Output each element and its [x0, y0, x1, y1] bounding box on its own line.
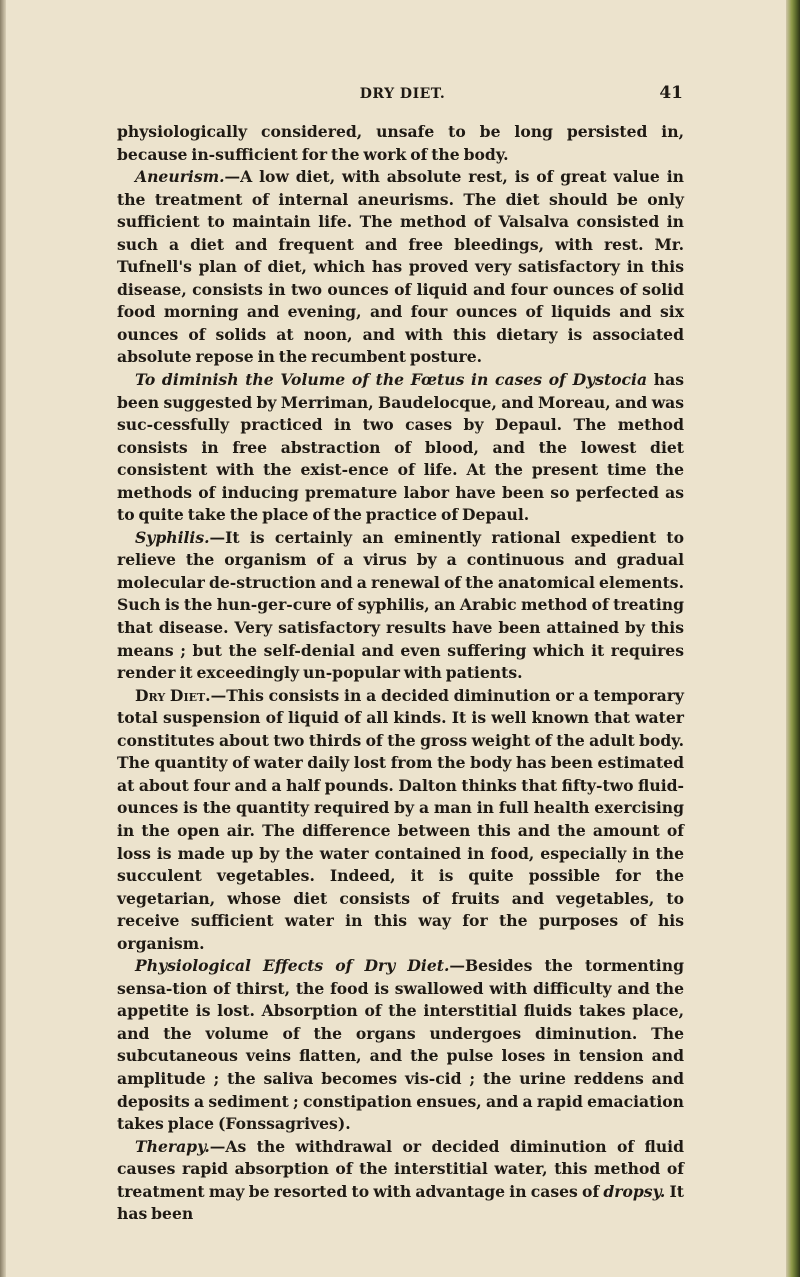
section-heading: Dry Diet.: [135, 685, 211, 705]
page-left-edge: [0, 0, 6, 1277]
paragraph-text: —Besides the tormenting sensa-tion of thirst, the food is swallowed with difficulty and the appetite is lost. Absorption of the interstitial fluids takes place, and the volume of the organs undergoes diminution. The subcutaneous veins flatten, and the pulse loses in tension and amplitude ; the saliva becomes vis-cid ; the urine reddens and deposits a sediment ; constipation ensues, and a rapid emaciation takes place (Fonssagrives).: [117, 956, 684, 1134]
paragraph-dystocia: [117, 369, 684, 527]
paragraph-syphilis: [117, 527, 684, 685]
paragraph-aneurism: [117, 166, 684, 369]
paragraph-lead: To diminish the Volume of the Fœtus in cases of Dystocia: [135, 370, 648, 390]
paragraph-text: —This consists in a decided diminution or a temporary total suspension of liquid of all kinds. It is well known that water constitutes about two thirds of the gross weight of the adult body. The quantity of water daily lost from the body has been estimated at about four and a half pounds. Dalton thinks that fifty-two fluid-ounces is the quantity required by a man in full health exercising in the open air. The difference between this and the amount of loss is made up by the water contained in food, especially in the succulent vegetables. Indeed, it is quite possible for the vegetarian, whose diet consists of fruits and vegetables, to receive sufficient water in this way for the purposes of his organism.: [117, 685, 684, 953]
paragraph-lead: Physiological Effects of Dry Diet.: [135, 956, 450, 976]
paragraph-lead: Syphilis.: [135, 527, 210, 547]
book-spine-edge: [786, 0, 800, 1277]
paragraph-continuation: [117, 121, 684, 166]
paragraph-tail: It has been: [117, 1181, 684, 1224]
paragraph-text: has been suggested by Merriman, Baudelocque, and Moreau, and was suc-cessfully practiced in two cases by Depaul. The method consists in free abstraction of blood, and the lowest diet consistent with the exist-ence of life. At the present time the methods of inducing premature labor have been so perfected as to quite take the place of the practice of Depaul.: [117, 370, 684, 525]
paragraph-text: —As the withdrawal or decided diminution of fluid causes rapid absorption of the interstitial water, this method of treatment may be resorted to with advantage in cases of: [117, 1136, 684, 1201]
paragraph-lead: Aneurism.: [135, 167, 225, 187]
running-head: DRY DIET.: [359, 86, 446, 102]
page-number: 41: [659, 83, 683, 103]
paragraph-lead: Therapy.: [135, 1136, 210, 1156]
paragraph-physiological-effects: [117, 955, 684, 1135]
page-header: [120, 83, 685, 112]
body-text: [117, 121, 684, 1226]
emphasis-term: dropsy.: [603, 1181, 666, 1201]
paragraph-text: physiologically considered, unsafe to be long persisted in, because in-sufficient for the work of the body.: [117, 122, 684, 164]
paragraph-text: —It is certainly an eminently rational expedient to relieve the organism of a virus by a continuous and gradual molecular de-struction and a renewal of the anatomical elements. Such is the hun-ger-cure of syphilis, an Arabic method of treating that disease. Very satisfactory results have been attained by this means ; but the self-denial and even suffering which it requires render it exceedingly un-popular with patients.: [117, 527, 684, 683]
paragraph-text: —A low diet, with absolute rest, is of great value in the treatment of internal aneurisms. The diet should be only sufficient to maintain life. The method of Valsalva consisted in such a diet and frequent and free bleedings, with rest. Mr. Tufnell's plan of diet, which has proved very satisfactory in this disease, consists in two ounces of liquid and four ounces of solid food morning and evening, and four ounces of liquids and six ounces of solids at noon, and with this dietary is associated absolute repose in the recumbent posture.: [117, 167, 684, 367]
paragraph-therapy: [117, 1136, 684, 1226]
paragraph-dry-diet: [117, 685, 684, 956]
